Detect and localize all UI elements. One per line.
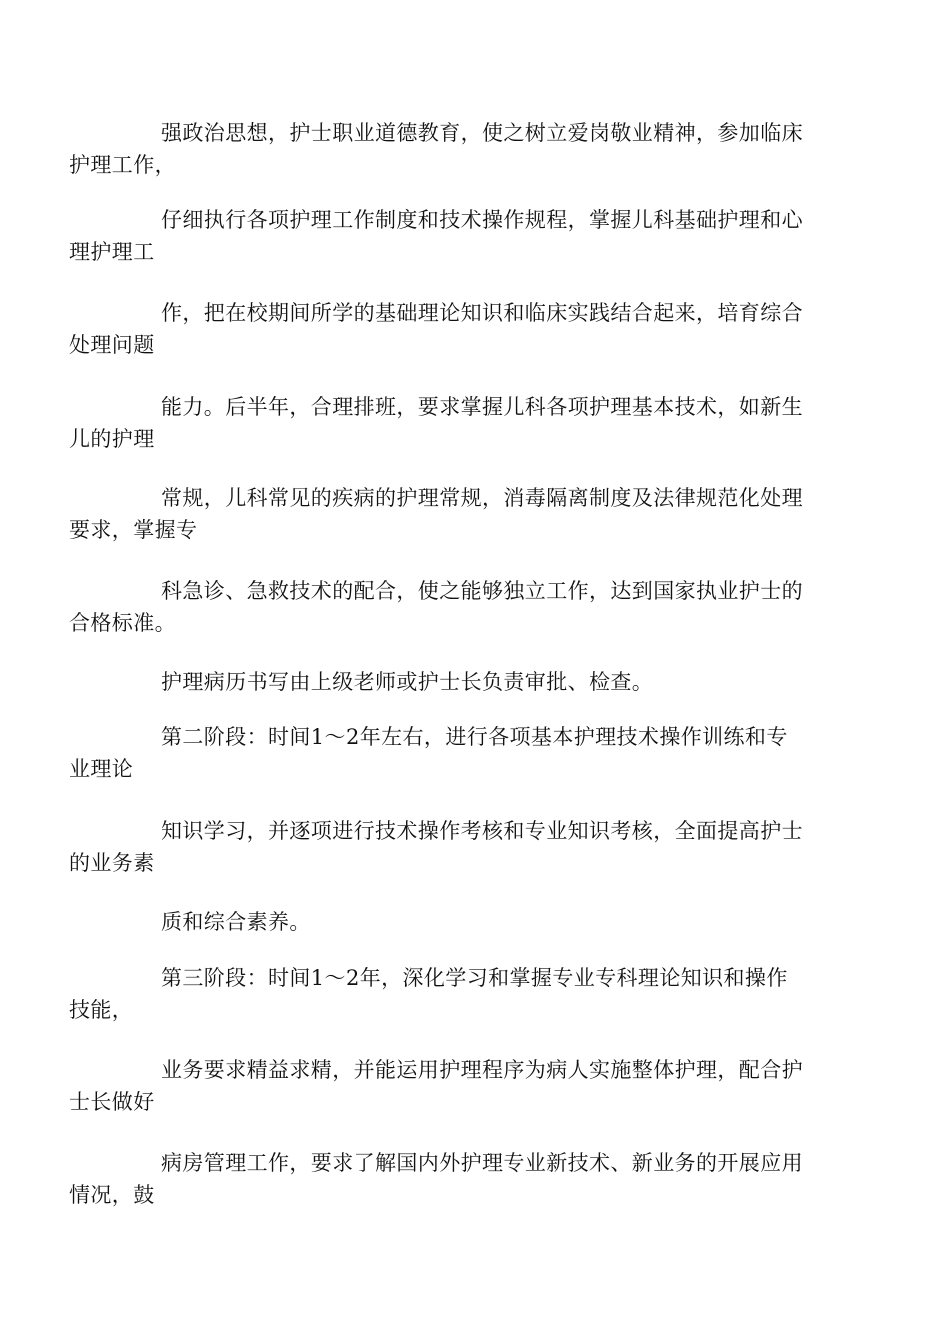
paragraph [69,204,835,268]
paragraph-line: 情况，鼓 [69,1183,155,1207]
paragraph-line: 理护理工 [69,240,155,264]
paragraph-line: 能力。后半年，合理排班，要求掌握儿科各项护理基本技术，如新生 [161,395,803,419]
paragraph-line: 作，把在校期间所学的基础理论知识和临床实践结合起来，培育综合 [161,301,803,325]
paragraph-line: 护理病历书写由上级老师或护士长负责审批、检查。 [161,670,654,694]
paragraph-line: 儿的护理 [69,427,155,451]
paragraph-line: 合格标准。 [69,611,176,635]
paragraph-line: 第三阶段：时间1～2年，深化学习和掌握专业专科理论知识和操作 [161,966,788,990]
paragraph [69,721,835,785]
paragraph-line: 业理论 [69,757,134,781]
paragraph [69,482,835,546]
paragraph [69,575,835,639]
paragraph-line: 知识学习，并逐项进行技术操作考核和专业知识考核，全面提高护士 [161,819,803,843]
paragraph-line: 的业务素 [69,851,155,875]
paragraph-line: 质和综合素养。 [161,910,311,934]
paragraph [115,666,835,698]
paragraph [115,906,835,938]
paragraph [69,391,835,455]
paragraph-line: 要求，掌握专 [69,518,198,542]
paragraph [69,1054,835,1118]
paragraph-line: 士长做好 [69,1090,155,1114]
paragraph-line: 护理工作， [69,153,176,177]
paragraph [69,962,835,1026]
paragraph-line: 第二阶段：时间1～2年左右，进行各项基本护理技术操作训练和专 [161,725,788,749]
paragraph-line: 技能， [69,998,134,1022]
paragraph [69,815,835,879]
paragraph [69,297,835,361]
paragraph-line: 科急诊、急救技术的配合，使之能够独立工作，达到国家执业护士的 [161,579,803,603]
paragraph-line: 病房管理工作，要求了解国内外护理专业新技术、新业务的开展应用 [161,1151,803,1175]
paragraph-line: 业务要求精益求精，并能运用护理程序为病人实施整体护理，配合护 [161,1058,803,1082]
paragraph [69,117,835,181]
paragraph-line: 常规，儿科常见的疾病的护理常规，消毒隔离制度及法律规范化处理 [161,486,803,510]
paragraph [69,1147,835,1211]
paragraph-line: 仔细执行各项护理工作制度和技术操作规程，掌握儿科基础护理和心 [161,208,803,232]
paragraph-line: 强政治思想，护士职业道德教育，使之树立爱岗敬业精神，参加临床 [161,121,803,145]
paragraph-line: 处理问题 [69,333,155,357]
